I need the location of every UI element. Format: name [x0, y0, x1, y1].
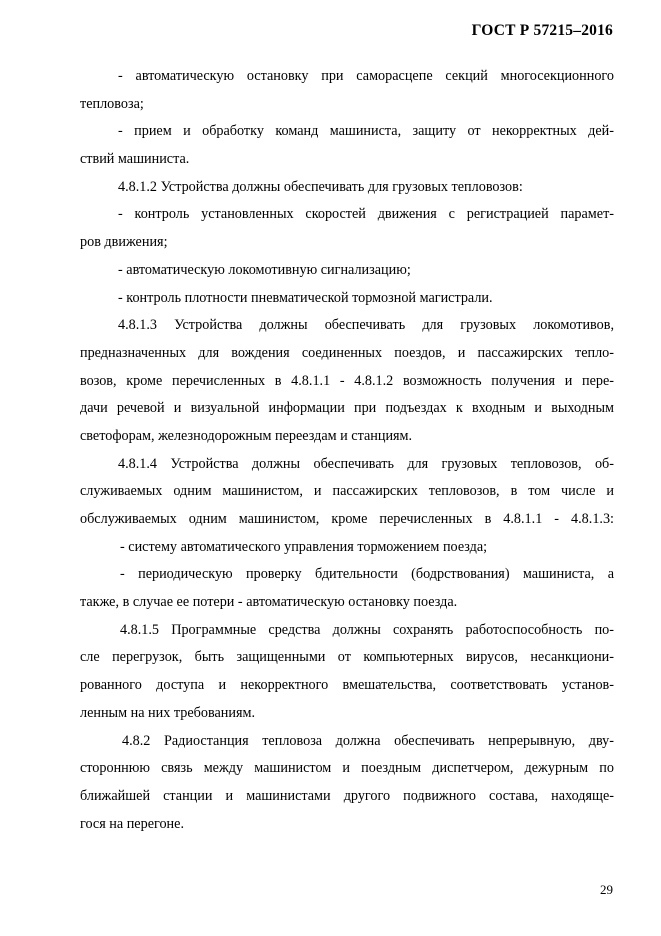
document-code-header: ГОСТ Р 57215–2016: [471, 22, 613, 39]
text-line: сле перегрузок, быть защищенными от компьютерных вирусов, несанкциони-: [80, 649, 614, 666]
text-line: также, в случае ее потери - автоматическую остановку поезда.: [80, 594, 458, 611]
text-line: стороннюю связь между машинистом и поездным диспетчером, дежурным по: [80, 760, 614, 777]
text-line: дачи речевой и визуальной информации при подъездах к входным и выходным: [80, 400, 614, 417]
text-line: рованного доступа и некорректного вмешательства, соответствовать установ-: [80, 677, 614, 694]
text-line: 4.8.2 Радиостанция тепловоза должна обеспечивать непрерывную, дву-: [122, 732, 614, 749]
text-line: предназначенных для вождения соединенных поездов, и пассажирских тепло-: [80, 344, 614, 361]
text-line: - периодическую проверку бдительности (бодрствования) машиниста, а: [120, 566, 614, 583]
text-line: возов, кроме перечисленных в 4.8.1.1 - 4.8.1.2 возможность получения и пере-: [80, 372, 614, 389]
text-line: ленным на них требованиям.: [80, 704, 256, 721]
document-body: [80, 63, 614, 838]
text-line: - контроль установленных скоростей движения с регистрацией парамет-: [118, 206, 614, 223]
text-line: служиваемых одним машинистом, и пассажирских тепловозов, в том числе и: [80, 483, 614, 500]
text-line: обслуживаемых одним машинистом, кроме перечисленных в 4.8.1.1 - 4.8.1.3:: [80, 511, 614, 527]
text-line: ров движения;: [80, 234, 168, 251]
text-line: светофорам, железнодорожным переездам и станциям.: [80, 427, 413, 444]
text-line: - контроль плотности пневматической тормозной магистрали.: [118, 289, 493, 306]
text-line: ствий машиниста.: [80, 151, 190, 168]
page-number: 29: [600, 882, 613, 897]
text-line: ближайшей станции и машинистами другого подвижного состава, находяще-: [80, 787, 614, 804]
text-line: 4.8.1.5 Программные средства должны сохранять работоспособность по-: [120, 621, 614, 638]
text-line: - автоматическую локомотивную сигнализацию;: [118, 261, 411, 278]
text-line: - прием и обработку команд машиниста, защиту от некорректных дей-: [118, 123, 614, 140]
text-line: тепловоза;: [80, 95, 144, 112]
text-line: - систему автоматического управления торможением поезда;: [120, 538, 488, 555]
text-line: 4.8.1.2 Устройства должны обеспечивать для грузовых тепловозов:: [118, 178, 523, 195]
text-line: гося на перегоне.: [80, 815, 184, 832]
text-line: 4.8.1.3 Устройства должны обеспечивать для грузовых локомотивов,: [118, 317, 614, 334]
text-line: 4.8.1.4 Устройства должны обеспечивать для грузовых тепловозов, об-: [118, 455, 614, 472]
text-line: - автоматическую остановку при саморасцепе секций многосекционного: [118, 68, 614, 84]
